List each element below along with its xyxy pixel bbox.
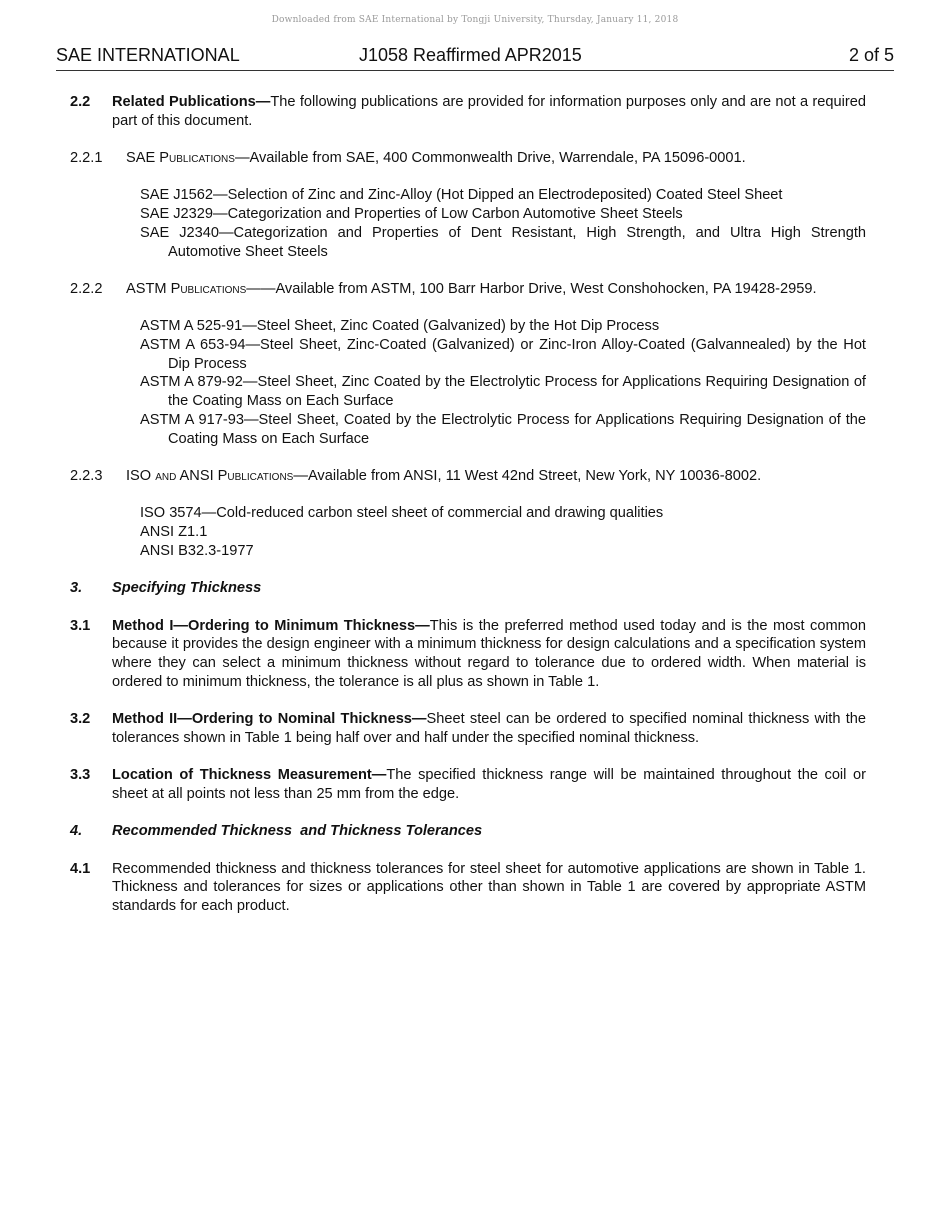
section-number: 2.2 xyxy=(70,94,91,110)
section-text xyxy=(112,822,866,841)
section-heading: ASTM Publications xyxy=(126,280,247,297)
section-number: 2.2.3 xyxy=(70,467,103,484)
section-number: 3.1 xyxy=(70,617,91,634)
reference-item: ASTM A 917-93—Steel Sheet, Coated by the Electrolytic Process for Applications Requiring Designation of the Coating Mass on Each Surface xyxy=(140,411,866,447)
section-title: Method I—Ordering to Minimum Thickness— xyxy=(112,617,430,634)
page-header xyxy=(56,45,894,69)
reference-item: ISO 3574—Cold-reduced carbon steel sheet of commercial and drawing qualities xyxy=(140,505,664,522)
section-text xyxy=(112,766,866,803)
section-2-2 xyxy=(70,93,866,130)
section-body: This is the preferred method used today and is the most common because it provides the design engineer with a minimum thickness for design calculations and a specification system where they can select a minimum thickness without regard to tolerance due to ordered width. When material is ordered to minimum thickness, the tolerance is all plus as shown in Table 1. xyxy=(112,617,866,690)
sae-reference-list xyxy=(140,186,866,261)
section-text xyxy=(126,149,866,168)
section-text xyxy=(126,280,866,299)
astm-reference-list xyxy=(140,317,866,448)
section-text xyxy=(112,579,866,598)
document-body xyxy=(70,93,866,934)
section-3-2 xyxy=(70,710,866,747)
section-number: 2.2.2 xyxy=(70,280,103,297)
section-title: Specifying Thickness xyxy=(112,580,262,597)
reference-item: SAE J2340—Categorization and Properties of Dent Resistant, High Strength, and Ultra High Strength Automotive Sheet Steels xyxy=(140,224,866,260)
section-3-3 xyxy=(70,766,866,803)
iso-ansi-reference-list xyxy=(140,504,866,560)
section-3-1 xyxy=(70,617,866,692)
section-title: Recommended Thickness and Thickness Tolerances xyxy=(112,823,483,840)
section-3 xyxy=(70,579,866,598)
section-body: The specified thickness range will be maintained throughout the coil or sheet at all points not less than 25 mm from the edge. xyxy=(112,767,866,802)
section-text xyxy=(112,860,866,916)
section-2-2-1 xyxy=(70,149,866,168)
section-number: 3.2 xyxy=(70,711,91,728)
reference-item: ANSI Z1.1 xyxy=(140,524,208,541)
reference-item: ASTM A 653-94—Steel Sheet, Zinc-Coated (Galvanized) or Zinc-Iron Alloy-Coated (Galvannealed) by the Hot Dip Process xyxy=(140,337,866,372)
reference-item: ASTM A 879-92—Steel Sheet, Zinc Coated by the Electrolytic Process for Applications Requiring Designation of the Coating Mass on Each Surface xyxy=(140,374,866,410)
section-body: Recommended thickness and thickness tolerances for steel sheet for automotive applications are shown in Table 1. Thickness and tolerances for sizes or applications other than shown in Table 1 are covered by appropriate ASTM standards for each product. xyxy=(112,860,866,915)
section-text xyxy=(126,467,866,486)
section-title: Location of Thickness Measurement— xyxy=(112,767,387,784)
section-text xyxy=(112,710,866,747)
section-text xyxy=(112,93,866,130)
section-text xyxy=(112,617,866,692)
section-number: 4.1 xyxy=(70,860,91,877)
section-body: —Available from SAE, 400 Commonwealth Drive, Warrendale, PA 15096-0001. xyxy=(234,150,746,167)
reference-item: SAE J1562—Selection of Zinc and Zinc-Alloy (Hot Dipped an Electrodeposited) Coated Steel Sheet xyxy=(140,187,783,204)
section-body: The following publications are provided for information purposes only and are not a required part of this document. xyxy=(112,94,866,129)
section-number: 3.3 xyxy=(70,767,91,784)
header-organization: SAE INTERNATIONAL xyxy=(56,45,240,65)
header-document-id: J1058 Reaffirmed APR2015 xyxy=(359,45,582,65)
section-title: Method II—Ordering to Nominal Thickness— xyxy=(112,711,427,728)
section-heading: ISO and ANSI Publications xyxy=(126,467,294,484)
section-heading: SAE Publications xyxy=(126,150,235,167)
reference-item: ANSI B32.3-1977 xyxy=(140,542,254,559)
section-4-1 xyxy=(70,860,866,916)
reference-item: SAE J2329—Categorization and Properties of Low Carbon Automotive Sheet Steels xyxy=(140,206,683,223)
reference-item: ASTM A 525-91—Steel Sheet, Zinc Coated (Galvanized) by the Hot Dip Process xyxy=(140,318,660,335)
section-number: 2.2.1 xyxy=(70,150,103,167)
header-divider xyxy=(56,70,894,71)
section-body: Sheet steel can be ordered to specified nominal thickness with the tolerances shown in Table 1 being half over and half under the specified nominal thickness. xyxy=(112,711,866,746)
download-watermark: Downloaded from SAE International by Tongji University, Thursday, January 11, 2018 xyxy=(271,15,679,25)
header-page-number: 2 of 5 xyxy=(848,45,894,65)
section-2-2-3 xyxy=(70,467,866,486)
section-body: ——Available from ASTM, 100 Barr Harbor Drive, West Conshohocken, PA 19428-2959. xyxy=(246,280,817,297)
section-number: 3. xyxy=(70,580,83,597)
section-body: —Available from ANSI, 11 West 42nd Street, New York, NY 10036-8002. xyxy=(293,467,762,484)
section-4 xyxy=(70,822,866,841)
section-2-2-2 xyxy=(70,280,866,299)
section-title: Related Publications— xyxy=(112,94,271,110)
section-number: 4. xyxy=(70,823,83,840)
